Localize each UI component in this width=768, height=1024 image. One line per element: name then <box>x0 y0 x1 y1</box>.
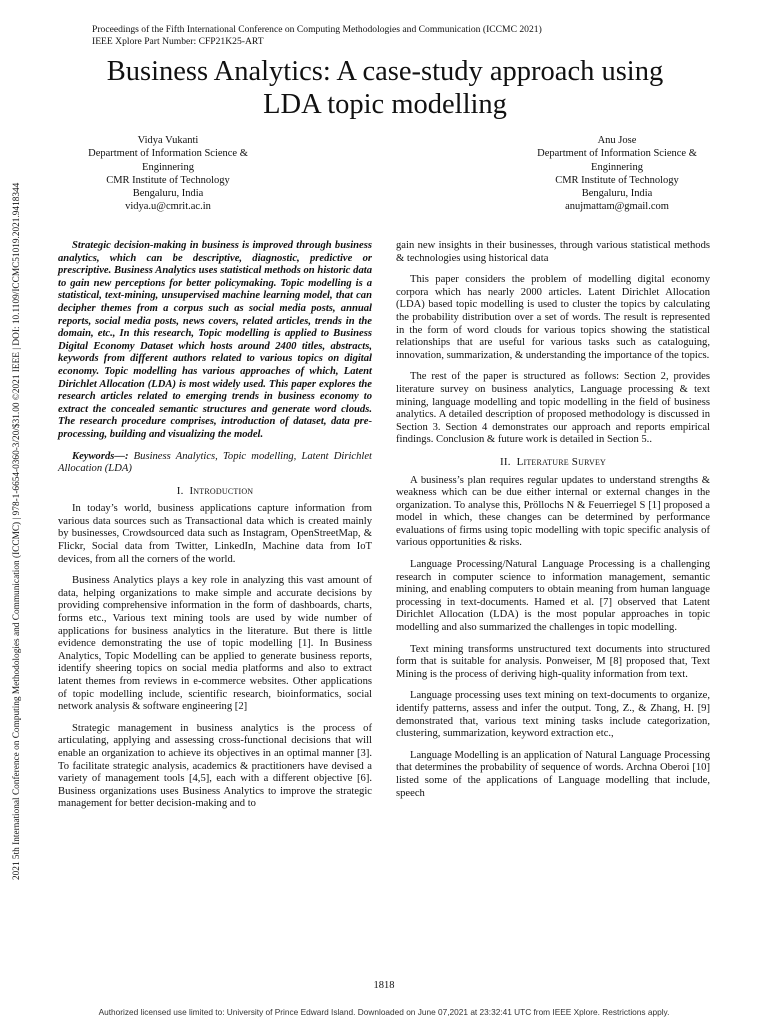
author-email: vidya.u@cmrit.ac.in <box>125 201 211 213</box>
license-footer: Authorized licensed use limited to: University of Prince Edward Island. Downloaded on June 07,2021 at 23:32:41 UTC from IEEE Xplore. Restrictions apply. <box>98 1007 670 1017</box>
title-line-2: LDA topic modelling <box>263 89 507 120</box>
abstract <box>58 240 372 442</box>
author-dept: Department of Information Science & <box>88 148 248 160</box>
left-column <box>58 240 372 820</box>
intro-paragraph-1: In today’s world, business applications capture information from various data sources such as Transactional data which is created mainly by businesses, Crowdsourced data such as Instagram, OpenStreetMap, & Flickr, Social data from Twitter, LinkedIn, Machine data from IoT devices, from all the corners of the world. <box>58 503 372 565</box>
section-number: II. <box>499 455 511 468</box>
author-block-2 <box>502 134 732 214</box>
intro-paragraph-continued: gain new insights in their businesses, through various statistical methods & technologies using historical data <box>396 240 710 264</box>
author-name: Vidya Vukanti <box>137 135 199 146</box>
author-email: anujmattam@gmail.com <box>565 201 669 213</box>
author-inst: CMR Institute of Technology <box>555 174 679 186</box>
author-city: Bengaluru, India <box>132 188 204 200</box>
abstract-text: Strategic decision-making in business is improved through business analytics, which can be descriptive, diagnostic, predictive or prescriptive. Business Analytics uses statistical methods on historic data to gain new perceptions for better policymaking. Topic modelling is a statistical, text-mining, unsupervised machine learning model, that can decipher themes from a corpus such as social media posts, annual reports, social media posts, news covers, related articles, trends in the domain, etc., In this research, Topic modelling is applied to Business Digital Economy Dataset which hosts around 2400 titles, abstracts, keywords from different authors related to various topics on digital economy. Topic modelling has various approaches of which, Latent Dirichlet Allocation (LDA) is most widely used. This paper explores the research articles related to emerging trends in business economy to extract the concealed semantic structures and generate word clouds. The research procedure comprises, introduction of dataset, data pre-processing, building and visualizing the model. <box>58 240 372 440</box>
section-heading-introduction <box>58 485 372 498</box>
lit-paragraph-2: Language Processing/Natural Language Processing is a challenging research in computer science to information management, semantic mining, and enabling computers to obtain meaning from human language processing in text-documents. Hamed et al. [7] observed that Latent Dirichlet Allocation (LDA) is the most popular approaches in topic modelling and also summarized the challenges in topic modelling. <box>396 559 710 634</box>
author-dept: Department of Information Science & <box>537 148 697 160</box>
doi-sidebar: 2021 5th International Conference on Computing Methodologies and Communication (ICCMC) | 978-1-6654-0360-3/20/$31.00 ©2021 IEEE | DOI: 10.1109/ICCMC51019.2021.9418344 <box>12 182 22 880</box>
intro-paragraph-3: Strategic management in business analytics is the process of articulating, applying and assessing cross-functional decisions that will enable an organization to achieve its objectives in an optimal manner [3]. To facilitate strategic analysis, academics & practitioners have devised a variety of management tools [4,5], each with a different objective [6]. Business organizations uses Business Analytics to improve the strategic management for better decision-making and to <box>58 722 372 810</box>
intro-paragraph-5: The rest of the paper is structured as follows: Section 2, provides literature survey on business analytics, Language processing & text mining, language modelling and topic modelling in the field of business analytics. A detailed description of proposed methodology is discussed in Section 3. Section 4 demonstrates our approach and reports empirical findings. Conclusion & future work is detailed in Section 5.. <box>396 371 710 446</box>
lit-paragraph-3: Text mining transforms unstructured text documents into structured form that is suitable for analysis. Ponweiser, M [8] proposed that, Text Mining is the process of deriving high-quality information from text. <box>396 643 710 680</box>
keywords-text: Business Analytics, Topic modelling, Latent Dirichlet Allocation (LDA) <box>58 450 372 475</box>
page-number: 1818 <box>373 980 395 991</box>
section-number: I. <box>176 484 184 497</box>
lit-paragraph-1: A business’s plan requires regular updates to understand strengths & weakness which can be due either internal or external changes in the organization. To analyse this, Pröllochs N & Feuerriegel S [1] proposed a model in which, these changes can be determined by performance evaluations of firms using topic modelling with topic specific analysis of various opportunities & risks. <box>396 474 710 549</box>
author-inst: CMR Institute of Technology <box>106 174 230 186</box>
keywords <box>58 451 372 476</box>
author-name: Anu Jose <box>597 135 637 146</box>
title-line-1: Business Analytics: A case-study approach using <box>106 56 664 87</box>
keywords-label: Keywords—: <box>72 450 129 462</box>
section-heading-literature-survey <box>396 456 710 469</box>
lit-paragraph-4: Language processing uses text mining on text-documents to organize, identify patterns, assess and infer the output. Tong, Z., & Zhang, H. [9] demonstrated that, various text mining tasks include categorization, clustering, summarization, keyword extraction etc., <box>396 690 710 740</box>
running-header <box>92 24 542 48</box>
right-column <box>396 240 710 809</box>
section-title: Literature Survey <box>516 455 607 468</box>
intro-paragraph-4: This paper considers the problem of modelling digital economy corpora which has nearly 2000 articles. Latent Dirichlet Allocation (LDA) based topic modelling is used to cluster the topics by calculating the probability distribution over a set of words. The result is represented in the form of word clouds for various topics showing the statistical relationships that are useful for various tasks such as cataloguing, innovation, summarization, & understanding the importance of the topics. <box>396 274 710 361</box>
author-dept2: Enginnering <box>142 161 194 173</box>
author-dept2: Enginnering <box>591 161 643 173</box>
paper-title <box>40 55 730 121</box>
section-title: Introduction <box>189 484 254 497</box>
author-city: Bengaluru, India <box>581 188 653 200</box>
part-number-line: IEEE Xplore Part Number: CFP21K25-ART <box>92 36 264 47</box>
conference-line: Proceedings of the Fifth International Conference on Computing Methodologies and Communication (ICCMC 2021) <box>92 24 542 35</box>
author-block-1 <box>53 134 283 214</box>
intro-paragraph-2: Business Analytics plays a key role in analyzing this vast amount of data, helping organizations to make simple and accurate decisions by providing comprehensive information in the form of dashboards, charts, forms etc., Various text mining tools are used by wide number of applications for business analytics in the literature. But there is little evidence demonstrating the use of topic modelling [1]. In Business Analytics, Topic Modelling can be applied to generate business reports, identify sheering topics on social media platforms and also to extract latent themes from reviews in e-commerce websites. Other applications of topic modelling include, scientific research, bioinformatics, social network analysis & software engineering [2] <box>58 575 372 713</box>
lit-paragraph-5: Language Modelling is an application of Natural Language Processing that determines the probability of sequence of words. Archna Oberoi [10] listed some of the applications of Language modelling that include, speech <box>396 749 710 799</box>
